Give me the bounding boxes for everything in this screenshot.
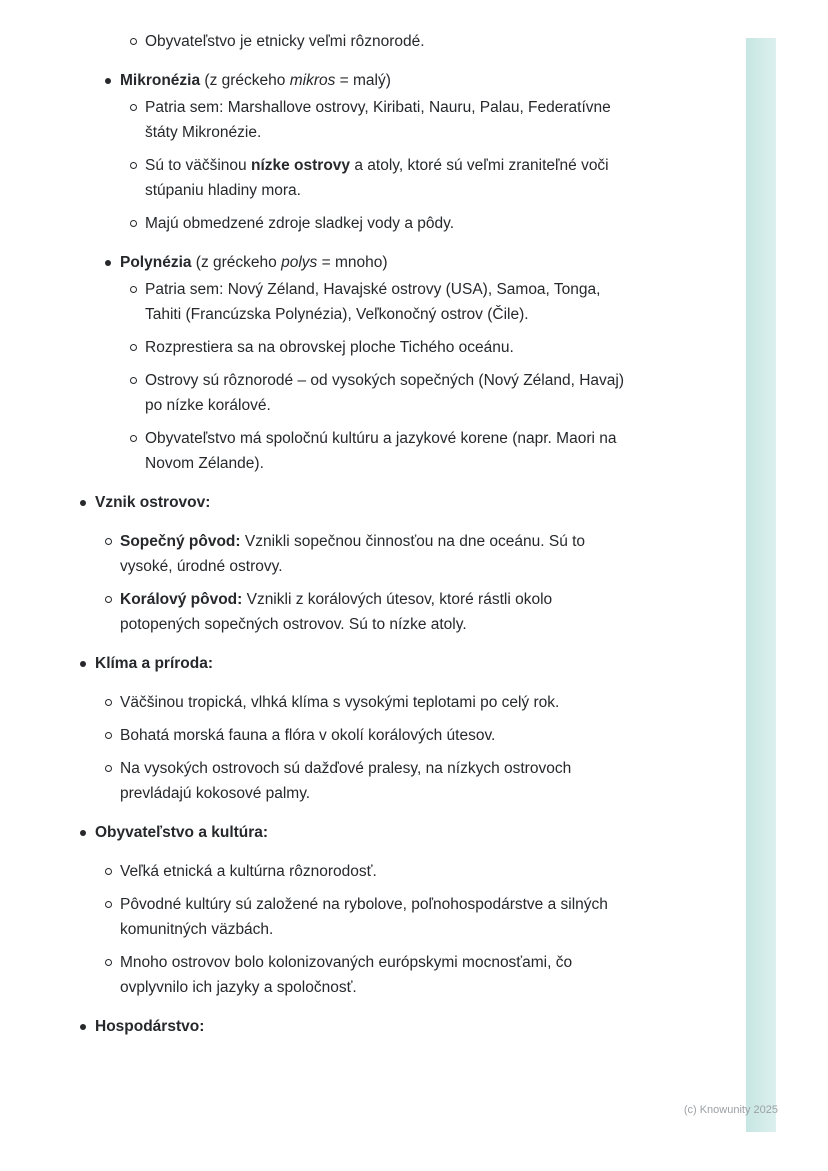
text-segment: Korálový pôvod: (120, 591, 243, 608)
list-item-text (120, 254, 388, 271)
list-item-text (145, 339, 514, 356)
list-item-text (120, 863, 377, 880)
list-item-text (120, 591, 552, 633)
bullet-circle-icon (130, 435, 137, 442)
text-segment: Patria sem: Marshallove ostrovy, Kiribati, Nauru, Palau, Federatívne štáty Mikronézie. (145, 99, 611, 141)
bullet-circle-icon (130, 286, 137, 293)
text-segment: Na vysokých ostrovoch sú dažďové pralesy, na nízkych ostrovoch prevládajú kokosové palmy. (120, 760, 572, 802)
text-segment: Vznikli z korálových útesov, ktoré rástli okolo potopených sopečných ostrovov. Sú to nízke atoly. (120, 591, 553, 633)
list-item (78, 950, 630, 1000)
text-segment: a atoly, ktoré sú veľmi zraniteľné voči stúpaniu hladiny mora. (145, 157, 609, 199)
bullet-circle-icon (130, 38, 137, 45)
text-segment: Obyvateľstvo a kultúra: (95, 824, 269, 841)
accent-stripe (746, 38, 776, 1132)
list-item (78, 277, 630, 327)
text-segment: Vznikli sopečnou činnosťou na dne oceánu. Sú to vysoké, úrodné ostrovy. (120, 533, 586, 575)
text-segment: Bohatá morská fauna a flóra v okolí korálových útesov. (120, 727, 496, 744)
list-item-text (120, 727, 495, 744)
list-item (78, 29, 630, 54)
bullet-disc-icon (80, 500, 86, 506)
list-item-text (145, 372, 624, 414)
list-item (78, 335, 630, 360)
list-item-text (120, 896, 608, 938)
bullet-circle-icon (105, 538, 112, 545)
list-item-text (145, 157, 609, 199)
list-item-text (145, 281, 600, 323)
text-segment: Ostrovy sú rôznorodé – od vysokých sopečných (Nový Zéland, Havaj) po nízke korálové. (145, 372, 624, 414)
text-segment: = mnoho) (317, 254, 388, 271)
text-segment: mikros (289, 72, 336, 89)
text-segment: nízke ostrovy (250, 157, 351, 174)
list-item (78, 68, 630, 93)
text-segment: Pôvodné kultúry sú založené na rybolove, poľnohospodárstve a silných komunitných väzbách. (120, 896, 608, 938)
bullet-disc-icon (105, 260, 111, 266)
list-item (78, 859, 630, 884)
list-item (78, 723, 630, 748)
text-segment: Patria sem: Nový Zéland, Havajské ostrovy (USA), Samoa, Tonga, Tahiti (Francúzska Polynézia), Veľkonočný ostrov (Čile). (145, 281, 601, 323)
list-item-text (120, 533, 585, 575)
text-segment: Obyvateľstvo je etnicky veľmi rôznorodé. (145, 33, 425, 50)
text-segment: (z gréckeho (191, 254, 282, 271)
document-list (78, 29, 630, 1053)
bullet-circle-icon (130, 344, 137, 351)
text-segment: Majú obmedzené zdroje sladkej vody a pôdy. (145, 215, 455, 232)
text-segment: Sopečný pôvod: (120, 533, 241, 550)
list-item (78, 756, 630, 806)
bullet-circle-icon (130, 104, 137, 111)
bullet-disc-icon (80, 830, 86, 836)
text-segment: (z gréckeho (200, 72, 290, 89)
list-item (78, 1014, 630, 1039)
list-item-text (120, 954, 572, 996)
bullet-circle-icon (105, 732, 112, 739)
text-segment: Polynézia (120, 254, 192, 271)
list-item-text (145, 430, 616, 472)
list-item (78, 529, 630, 579)
list-item-text (120, 760, 571, 802)
copyright-text: (c) Knowunity 2025 (683, 1104, 778, 1116)
list-item (78, 250, 630, 275)
list-item (78, 211, 630, 236)
list-item (78, 153, 630, 203)
text-segment: Rozprestiera sa na obrovskej ploche Tichého oceánu. (145, 339, 514, 356)
bullet-disc-icon (80, 1024, 86, 1030)
bullet-circle-icon (105, 959, 112, 966)
bullet-circle-icon (105, 901, 112, 908)
text-segment: Mnoho ostrovov bolo kolonizovaných európskymi mocnosťami, čo ovplyvnilo ich jazyky a spoločnosť. (120, 954, 573, 996)
bullet-circle-icon (130, 220, 137, 227)
bullet-circle-icon (105, 868, 112, 875)
list-item-text (145, 33, 425, 50)
text-segment: Mikronézia (120, 72, 201, 89)
text-segment: Väčšinou tropická, vlhká klíma s vysokými teplotami po celý rok. (120, 694, 560, 711)
list-item-text (95, 824, 268, 841)
text-segment: = malý) (335, 72, 391, 89)
list-item-text (95, 494, 210, 511)
text-segment: Klíma a príroda: (95, 655, 213, 672)
text-segment: polys (281, 254, 318, 271)
text-segment: Obyvateľstvo má spoločnú kultúru a jazykové korene (napr. Maori na Novom Zélande). (145, 430, 617, 472)
list-item-text (120, 72, 391, 89)
bullet-circle-icon (105, 765, 112, 772)
list-item (78, 490, 630, 515)
list-item (78, 820, 630, 845)
bullet-circle-icon (105, 596, 112, 603)
list-item-text (120, 694, 559, 711)
list-item (78, 892, 630, 942)
list-item (78, 587, 630, 637)
bullet-circle-icon (130, 162, 137, 169)
list-item (78, 651, 630, 676)
list-item (78, 426, 630, 476)
bullet-disc-icon (80, 661, 86, 667)
list-item-text (145, 215, 454, 232)
list-item (78, 368, 630, 418)
text-segment: Vznik ostrovov: (95, 494, 211, 511)
list-item-text (95, 655, 213, 672)
text-segment: Sú to väčšinou (145, 157, 251, 174)
list-item-text (95, 1018, 204, 1035)
list-item-text (145, 99, 611, 141)
bullet-disc-icon (105, 78, 111, 84)
text-segment: Veľká etnická a kultúrna rôznorodosť. (120, 863, 377, 880)
text-segment: Hospodárstvo: (95, 1018, 205, 1035)
list-item (78, 95, 630, 145)
bullet-circle-icon (105, 699, 112, 706)
list-item (78, 690, 630, 715)
bullet-circle-icon (130, 377, 137, 384)
